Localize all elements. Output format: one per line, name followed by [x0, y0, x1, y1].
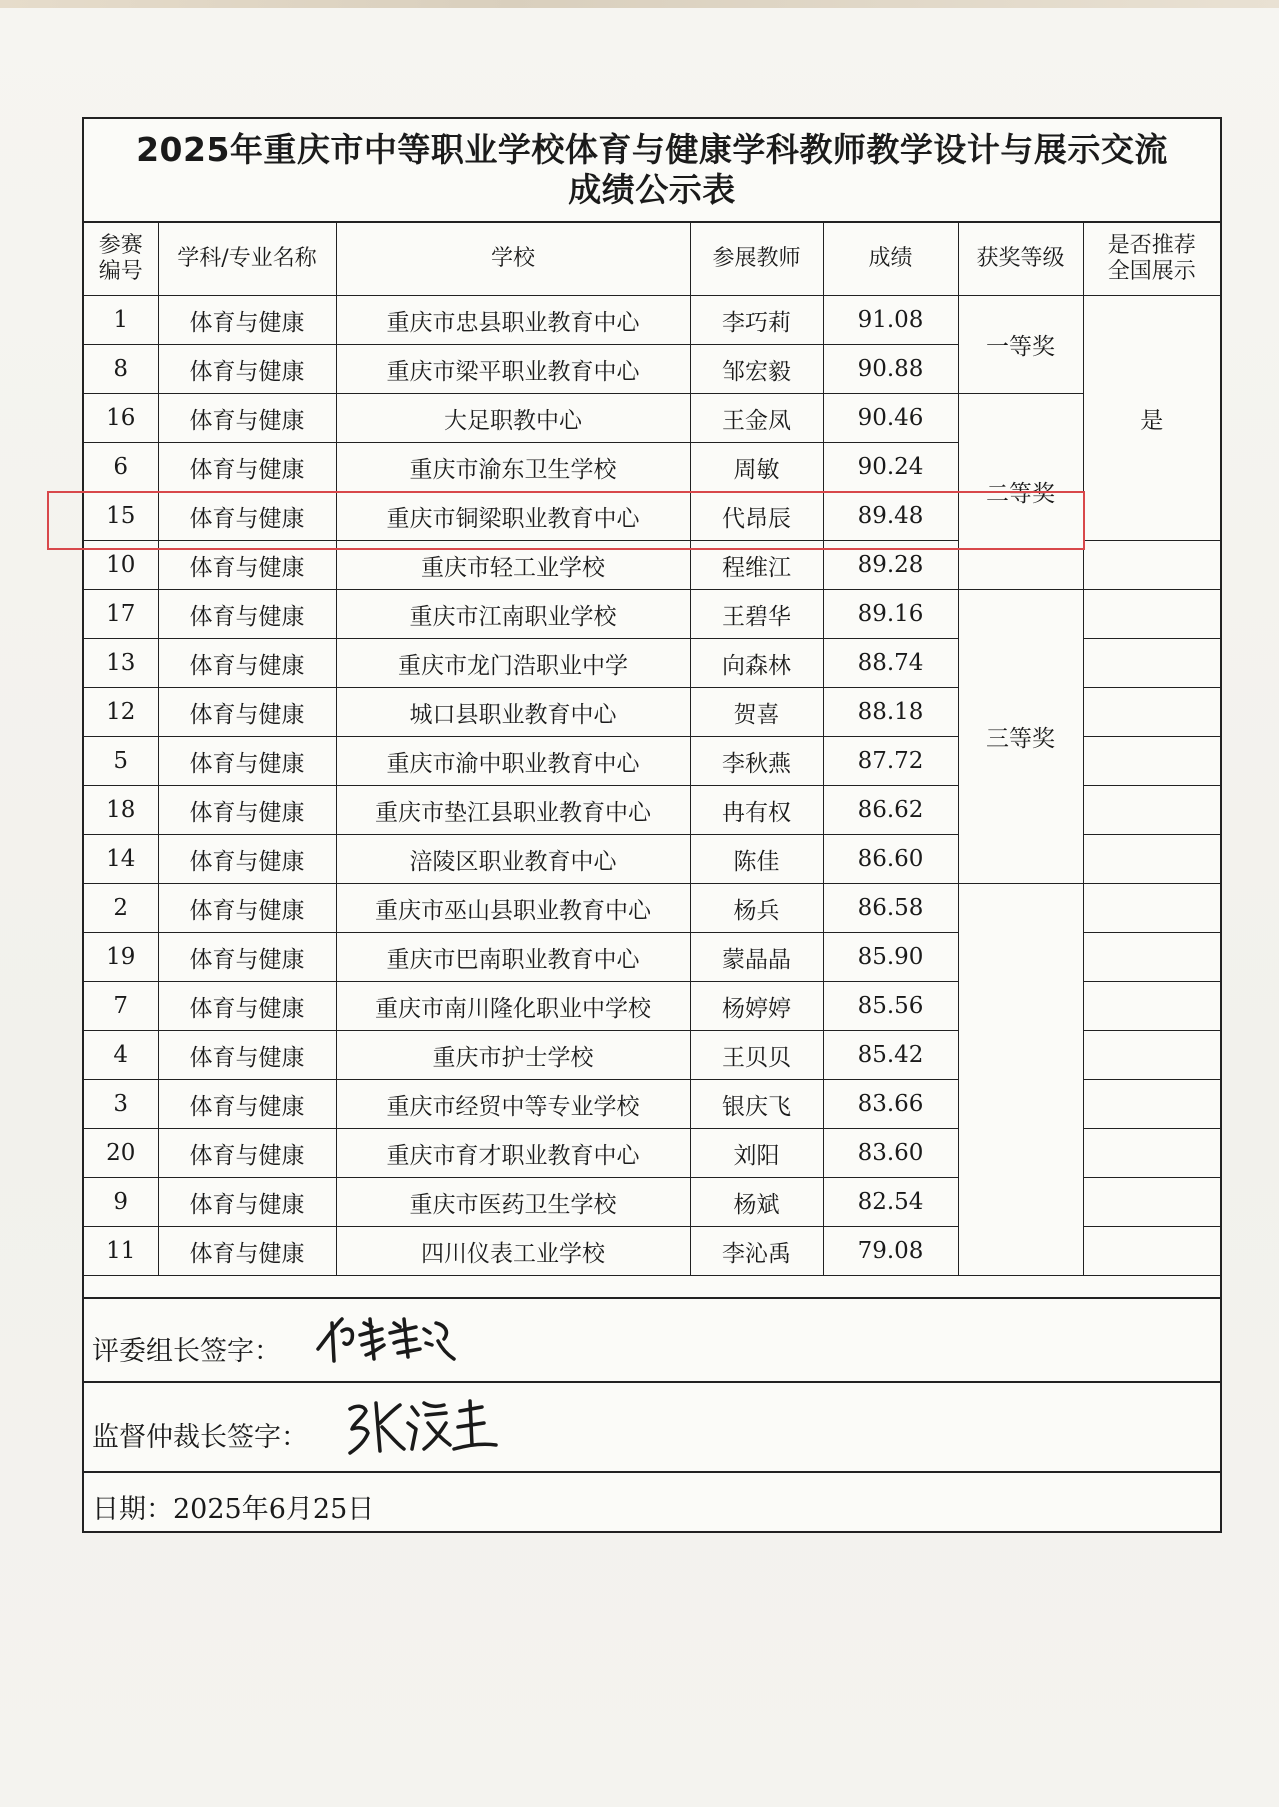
title-line-1: 2025年重庆市中等职业学校体育与健康学科教师教学设计与展示交流 — [136, 130, 1168, 169]
row-id: 8 — [84, 345, 158, 394]
row-score: 90.24 — [823, 443, 958, 492]
row-score: 85.56 — [823, 982, 958, 1031]
award-level-cell — [958, 884, 1083, 1276]
row-subject: 体育与健康 — [158, 345, 336, 394]
row-score: 83.66 — [823, 1080, 958, 1129]
row-teacher: 王贝贝 — [690, 1031, 823, 1080]
row-id: 17 — [84, 590, 158, 639]
recommend-empty-cell — [1083, 1031, 1220, 1080]
recommend-empty-cell — [1083, 1227, 1220, 1276]
row-id: 16 — [84, 394, 158, 443]
highlight-box — [47, 491, 1085, 550]
row-score: 85.90 — [823, 933, 958, 982]
row-teacher: 李沁禹 — [690, 1227, 823, 1276]
row-school: 重庆市经贸中等专业学校 — [336, 1080, 690, 1129]
row-id: 2 — [84, 884, 158, 933]
row-school: 四川仪表工业学校 — [336, 1227, 690, 1276]
document-title — [84, 119, 1220, 223]
supervisor-signature-row — [84, 1381, 1220, 1471]
row-teacher: 王金凤 — [690, 394, 823, 443]
row-teacher: 杨斌 — [690, 1178, 823, 1227]
header-score: 成绩 — [823, 223, 958, 296]
row-id: 15 — [84, 492, 158, 541]
row-school: 重庆市巫山县职业教育中心 — [336, 884, 690, 933]
table-row — [84, 296, 1220, 345]
row-subject: 体育与健康 — [158, 933, 336, 982]
row-subject: 体育与健康 — [158, 1178, 336, 1227]
row-teacher: 银庆飞 — [690, 1080, 823, 1129]
row-school: 涪陵区职业教育中心 — [336, 835, 690, 884]
table-row — [84, 394, 1220, 443]
row-id: 1 — [84, 296, 158, 345]
row-score: 91.08 — [823, 296, 958, 345]
award-level-cell: 一等奖 — [958, 296, 1083, 394]
row-school: 重庆市护士学校 — [336, 1031, 690, 1080]
row-teacher: 邹宏毅 — [690, 345, 823, 394]
header-subject: 学科/专业名称 — [158, 223, 336, 296]
row-subject: 体育与健康 — [158, 1227, 336, 1276]
paper-top-edge — [0, 0, 1279, 8]
row-score: 90.46 — [823, 394, 958, 443]
row-school: 重庆市梁平职业教育中心 — [336, 345, 690, 394]
row-school: 大足职教中心 — [336, 394, 690, 443]
row-subject: 体育与健康 — [158, 394, 336, 443]
row-teacher: 陈佳 — [690, 835, 823, 884]
row-teacher: 程维江 — [690, 541, 823, 590]
header-id: 参赛编号 — [84, 223, 158, 296]
table-row — [84, 884, 1220, 933]
header-school: 学校 — [336, 223, 690, 296]
row-score: 86.60 — [823, 835, 958, 884]
supervisor-signature-label: 监督仲裁长签字： — [92, 1422, 308, 1453]
results-table — [84, 223, 1220, 1276]
row-id: 3 — [84, 1080, 158, 1129]
header-recommend: 是否推荐全国展示 — [1083, 223, 1220, 296]
row-subject: 体育与健康 — [158, 737, 336, 786]
recommend-empty-cell — [1083, 1129, 1220, 1178]
recommend-empty-cell — [1083, 786, 1220, 835]
row-id: 10 — [84, 541, 158, 590]
header-award: 获奖等级 — [958, 223, 1083, 296]
row-id: 13 — [84, 639, 158, 688]
judge-handwritten-signature — [312, 1309, 472, 1373]
row-score: 83.60 — [823, 1129, 958, 1178]
row-school: 重庆市医药卫生学校 — [336, 1178, 690, 1227]
row-teacher: 杨婷婷 — [690, 982, 823, 1031]
row-id: 5 — [84, 737, 158, 786]
row-score: 82.54 — [823, 1178, 958, 1227]
row-id: 19 — [84, 933, 158, 982]
row-score: 86.62 — [823, 786, 958, 835]
recommend-empty-cell — [1083, 884, 1220, 933]
row-score: 79.08 — [823, 1227, 958, 1276]
title-line-2: 成绩公示表 — [568, 170, 736, 209]
recommend-empty-cell — [1083, 639, 1220, 688]
row-subject: 体育与健康 — [158, 443, 336, 492]
row-teacher: 贺喜 — [690, 688, 823, 737]
supervisor-handwritten-signature — [342, 1393, 502, 1463]
recommend-cell: 是 — [1083, 296, 1220, 541]
row-school: 重庆市铜梁职业教育中心 — [336, 492, 690, 541]
recommend-empty-cell — [1083, 835, 1220, 884]
row-school: 重庆市渝东卫生学校 — [336, 443, 690, 492]
row-teacher: 杨兵 — [690, 884, 823, 933]
row-id: 11 — [84, 1227, 158, 1276]
row-subject: 体育与健康 — [158, 688, 336, 737]
row-school: 重庆市垫江县职业教育中心 — [336, 786, 690, 835]
row-subject: 体育与健康 — [158, 296, 336, 345]
row-subject: 体育与健康 — [158, 982, 336, 1031]
row-teacher: 向森林 — [690, 639, 823, 688]
recommend-empty-cell — [1083, 933, 1220, 982]
row-subject: 体育与健康 — [158, 1080, 336, 1129]
row-teacher: 李秋燕 — [690, 737, 823, 786]
row-subject: 体育与健康 — [158, 835, 336, 884]
row-teacher: 王碧华 — [690, 590, 823, 639]
row-school: 重庆市渝中职业教育中心 — [336, 737, 690, 786]
recommend-empty-cell — [1083, 737, 1220, 786]
table-row — [84, 590, 1220, 639]
row-school: 重庆市忠县职业教育中心 — [336, 296, 690, 345]
results-table-body — [84, 296, 1220, 1276]
row-subject: 体育与健康 — [158, 541, 336, 590]
row-school: 重庆市巴南职业教育中心 — [336, 933, 690, 982]
recommend-empty-cell — [1083, 1080, 1220, 1129]
award-level-cell: 二等奖 — [958, 394, 1083, 590]
judge-signature-label: 评委组长签字： — [92, 1336, 281, 1367]
row-id: 12 — [84, 688, 158, 737]
row-teacher: 周敏 — [690, 443, 823, 492]
row-teacher: 冉有权 — [690, 786, 823, 835]
row-school: 重庆市江南职业学校 — [336, 590, 690, 639]
row-subject: 体育与健康 — [158, 639, 336, 688]
row-school: 重庆市轻工业学校 — [336, 541, 690, 590]
row-school: 城口县职业教育中心 — [336, 688, 690, 737]
row-id: 6 — [84, 443, 158, 492]
row-id: 14 — [84, 835, 158, 884]
recommend-empty-cell — [1083, 1178, 1220, 1227]
score-announcement-document — [82, 117, 1222, 1533]
recommend-empty-cell — [1083, 982, 1220, 1031]
row-score: 89.48 — [823, 492, 958, 541]
row-id: 20 — [84, 1129, 158, 1178]
header-teacher: 参展教师 — [690, 223, 823, 296]
table-header-row — [84, 223, 1220, 296]
row-teacher: 代昂辰 — [690, 492, 823, 541]
row-subject: 体育与健康 — [158, 884, 336, 933]
judge-signature-row — [84, 1297, 1220, 1381]
row-school: 重庆市育才职业教育中心 — [336, 1129, 690, 1178]
row-id: 9 — [84, 1178, 158, 1227]
recommend-empty-cell — [1083, 590, 1220, 639]
row-teacher: 刘阳 — [690, 1129, 823, 1178]
row-score: 86.58 — [823, 884, 958, 933]
recommend-empty-cell — [1083, 688, 1220, 737]
row-school: 重庆市南川隆化职业中学校 — [336, 982, 690, 1031]
row-subject: 体育与健康 — [158, 590, 336, 639]
row-id: 7 — [84, 982, 158, 1031]
row-id: 18 — [84, 786, 158, 835]
row-score: 88.18 — [823, 688, 958, 737]
row-score: 87.72 — [823, 737, 958, 786]
row-score: 88.74 — [823, 639, 958, 688]
date-row — [84, 1471, 1220, 1533]
row-subject: 体育与健康 — [158, 492, 336, 541]
row-subject: 体育与健康 — [158, 1129, 336, 1178]
row-subject: 体育与健康 — [158, 1031, 336, 1080]
row-score: 89.28 — [823, 541, 958, 590]
date-label: 日期：2025年6月25日 — [92, 1494, 375, 1525]
row-teacher: 蒙晶晶 — [690, 933, 823, 982]
row-teacher: 李巧莉 — [690, 296, 823, 345]
award-level-cell: 三等奖 — [958, 590, 1083, 884]
row-id: 4 — [84, 1031, 158, 1080]
recommend-empty-cell — [1083, 541, 1220, 590]
row-school: 重庆市龙门浩职业中学 — [336, 639, 690, 688]
row-subject: 体育与健康 — [158, 786, 336, 835]
row-score: 85.42 — [823, 1031, 958, 1080]
row-score: 89.16 — [823, 590, 958, 639]
row-score: 90.88 — [823, 345, 958, 394]
